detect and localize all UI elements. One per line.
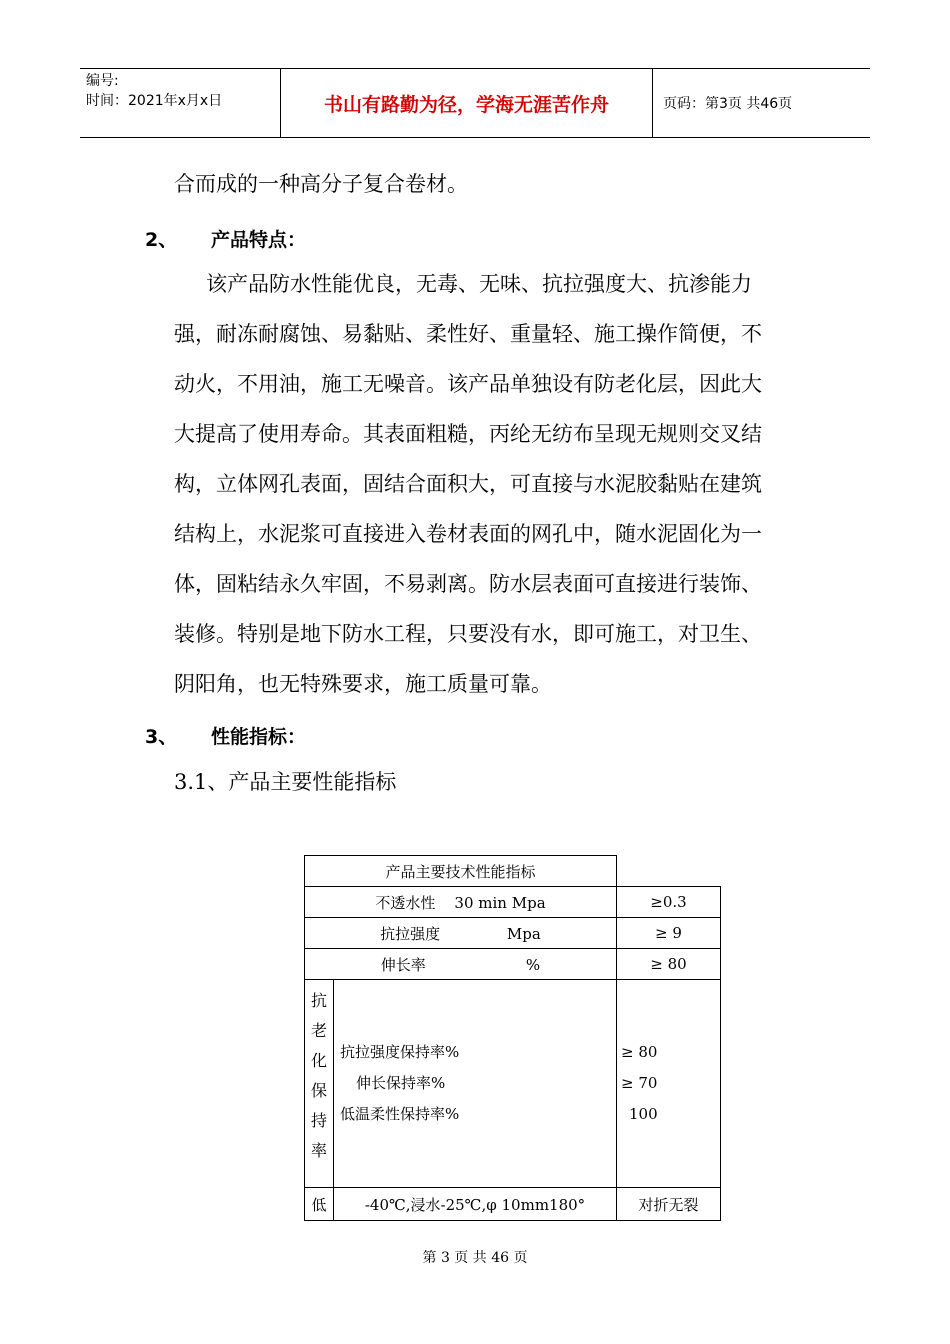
header-motto: 书山有路勤为径，学海无涯苦作舟 <box>281 69 653 137</box>
row3-value: ≥ 80 <box>617 949 721 980</box>
aging-values <box>617 980 721 1188</box>
row2-value: ≥ 9 <box>617 918 721 949</box>
section-3-number: 3、 <box>145 726 178 748</box>
aging-char: 持 <box>310 1111 327 1130</box>
page-header <box>80 68 870 138</box>
aging-item: 伸长保持率% <box>356 1074 446 1092</box>
subsection-3-1: 3.1、产品主要性能指标 <box>174 770 397 794</box>
aging-item: 低温柔性保持率% <box>340 1105 460 1123</box>
page-footer: 第 3 页 共 46 页 <box>422 1250 528 1266</box>
body-line-0: 合而成的一种高分子复合卷材。 <box>174 172 468 196</box>
para-line-3: 动火，不用油，施工无噪音。该产品单独设有防老化层，因此大 <box>174 372 762 396</box>
para-line-4: 大提高了使用寿命。其表面粗糙，丙纶无纺布呈现无规则交叉结 <box>174 422 762 446</box>
row5-label: 低 <box>305 1188 334 1221</box>
aging-char: 抗 <box>310 991 327 1010</box>
aging-value: ≥ 70 <box>621 1074 658 1092</box>
row5-value: 对折无裂 <box>617 1188 721 1221</box>
para-line-8: 装修。特别是地下防水工程，只要没有水，即可施工，对卫生、 <box>174 622 762 646</box>
table-row <box>305 1188 721 1221</box>
aging-items <box>334 980 617 1188</box>
header-meta <box>80 69 281 137</box>
row5-condition: -40℃,浸水-25℃,φ 10mm180° <box>334 1188 617 1221</box>
spec-table <box>304 855 721 1221</box>
table-row <box>305 918 721 949</box>
header-page-info: 页码：第3页 共46页 <box>663 96 793 112</box>
section-2-title: 产品特点： <box>211 229 307 251</box>
aging-label <box>305 980 334 1188</box>
aging-value: ≥ 80 <box>621 1043 658 1061</box>
para-line-9: 阴阳角，也无特殊要求，施工质量可靠。 <box>174 672 552 696</box>
table-row <box>305 887 721 918</box>
aging-char: 化 <box>310 1051 327 1070</box>
row2-label: 抗拉强度 Mpa <box>305 918 617 949</box>
number-label: 编号: <box>86 73 119 89</box>
para-line-2: 强，耐冻耐腐蚀、易黏贴、柔性好、重量轻、施工操作简便，不 <box>174 322 762 346</box>
table-row <box>305 949 721 980</box>
aging-char: 率 <box>310 1141 327 1160</box>
para-line-1: 该产品防水性能优良，无毒、无味、抗拉强度大、抗渗能力 <box>206 272 752 296</box>
aging-char: 老 <box>310 1021 327 1040</box>
aging-item: 抗拉强度保持率% <box>340 1043 460 1061</box>
time-label: 时间：2021年x月x日 <box>86 93 223 109</box>
row3-label: 伸长率 % <box>305 949 617 980</box>
para-line-5: 构，立体网孔表面，固结合面积大，可直接与水泥胶黏贴在建筑 <box>174 472 762 496</box>
section-3-title: 性能指标： <box>211 726 307 748</box>
row1-label: 不透水性 30 min Mpa <box>305 887 617 918</box>
row1-value: ≥0.3 <box>617 887 721 918</box>
table-title: 产品主要技术性能指标 <box>305 856 617 887</box>
aging-char: 保 <box>310 1081 327 1100</box>
table-row <box>305 980 721 1188</box>
para-line-6: 结构上，水泥浆可直接进入卷材表面的网孔中，随水泥固化为一 <box>174 522 762 546</box>
aging-value: 100 <box>629 1105 658 1123</box>
para-line-7: 体，固粘结永久牢固，不易剥离。防水层表面可直接进行装饰、 <box>174 572 762 596</box>
section-2-number: 2、 <box>145 229 178 251</box>
